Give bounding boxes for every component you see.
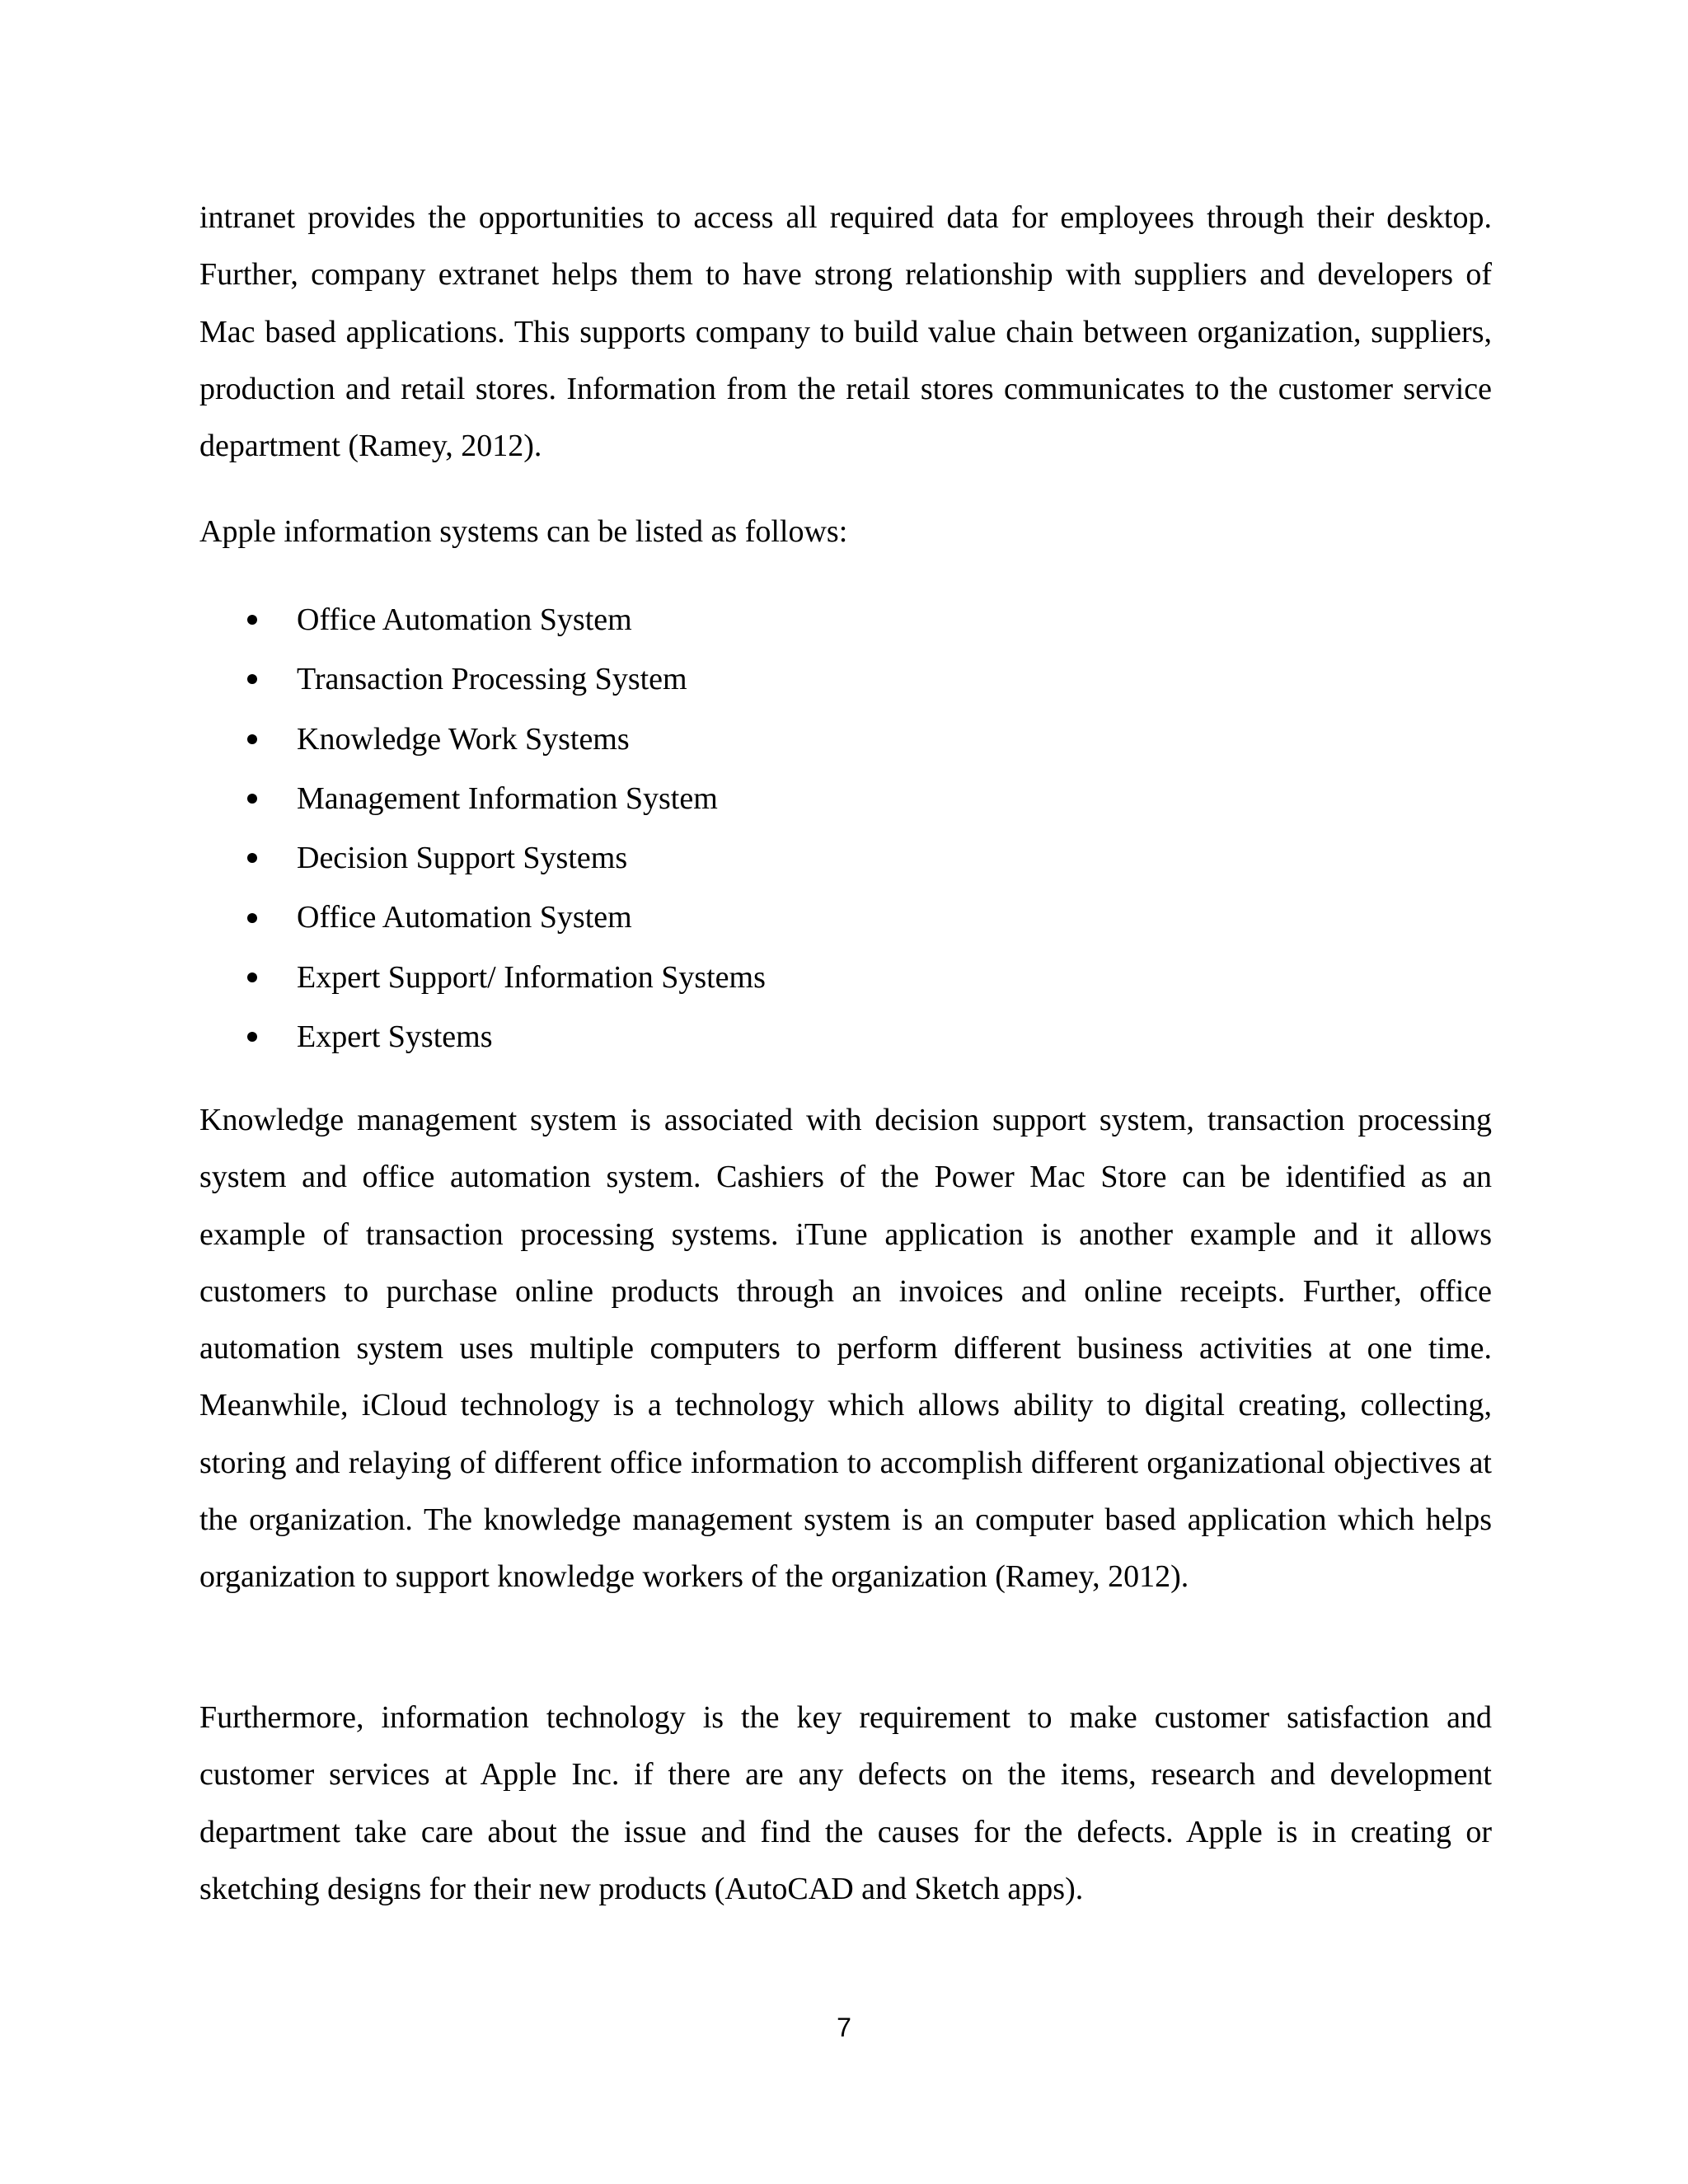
bullet-icon — [247, 853, 257, 863]
list-item-text: Decision Support Systems — [297, 841, 628, 876]
list-item-text: Expert Support/ Information Systems — [297, 959, 766, 995]
bullet-icon — [247, 972, 257, 982]
list-item — [199, 948, 1492, 1007]
list-item — [199, 1007, 1492, 1066]
bullet-icon — [247, 674, 257, 684]
list-item-text: Management Information System — [297, 780, 718, 816]
list-item-text: Office Automation System — [297, 900, 632, 935]
paragraph-knowledge-management: Knowledge management system is associated with decision support system, transaction processing system and office automation system. Cashiers of the Power Mac Store can be identified as an example of transaction processing systems. iTune application is another example and it allows customers to purchase online products through an invoices and online receipts. Further, office automation system uses multiple computers to perform different business activities at one time. Meanwhile, iCloud technology is a technology which allows ability to digital creating, collecting, storing and relaying of different office information to accomplish different organizational objectives at the organization. The knowledge management system is an computer based application which helps organization to support knowledge workers of the organization (Ramey, 2012). — [199, 1103, 1492, 1595]
list-item — [199, 710, 1492, 769]
list-item-text: Expert Systems — [297, 1019, 493, 1055]
list-item-text: Transaction Processing System — [297, 662, 687, 697]
page-number: 7 — [837, 2013, 851, 2042]
bullet-icon — [247, 794, 257, 804]
list-item — [199, 828, 1492, 888]
bullet-icon — [247, 734, 257, 744]
bullet-icon — [247, 1032, 257, 1042]
list-item-text: Knowledge Work Systems — [297, 721, 630, 757]
list-item — [199, 649, 1492, 709]
information-systems-list — [199, 590, 1492, 1066]
bullet-icon — [247, 615, 257, 625]
list-item — [199, 590, 1492, 649]
paragraph-list-intro: Apple information systems can be listed as follows: — [199, 514, 848, 549]
list-item — [199, 769, 1492, 828]
list-item-text: Office Automation System — [297, 602, 632, 637]
paragraph-intranet: intranet provides the opportunities to access all required data for employees through their desktop. Further, company extranet helps them to have strong relationship with suppliers and developers of Mac based applications. This supports company to build value chain between organization, suppliers, production and retail stores. Information from the retail stores communicates to the customer service department (Ramey, 2012). — [199, 200, 1492, 464]
paragraph-furthermore: Furthermore, information technology is the key requirement to make customer satisfaction and customer services at Apple Inc. if there are any defects on the items, research and development department take care about the issue and find the causes for the defects. Apple is in creating or sketching designs for their new products (AutoCAD and Sketch apps). — [199, 1700, 1492, 1906]
bullet-icon — [247, 913, 257, 923]
list-item — [199, 888, 1492, 947]
